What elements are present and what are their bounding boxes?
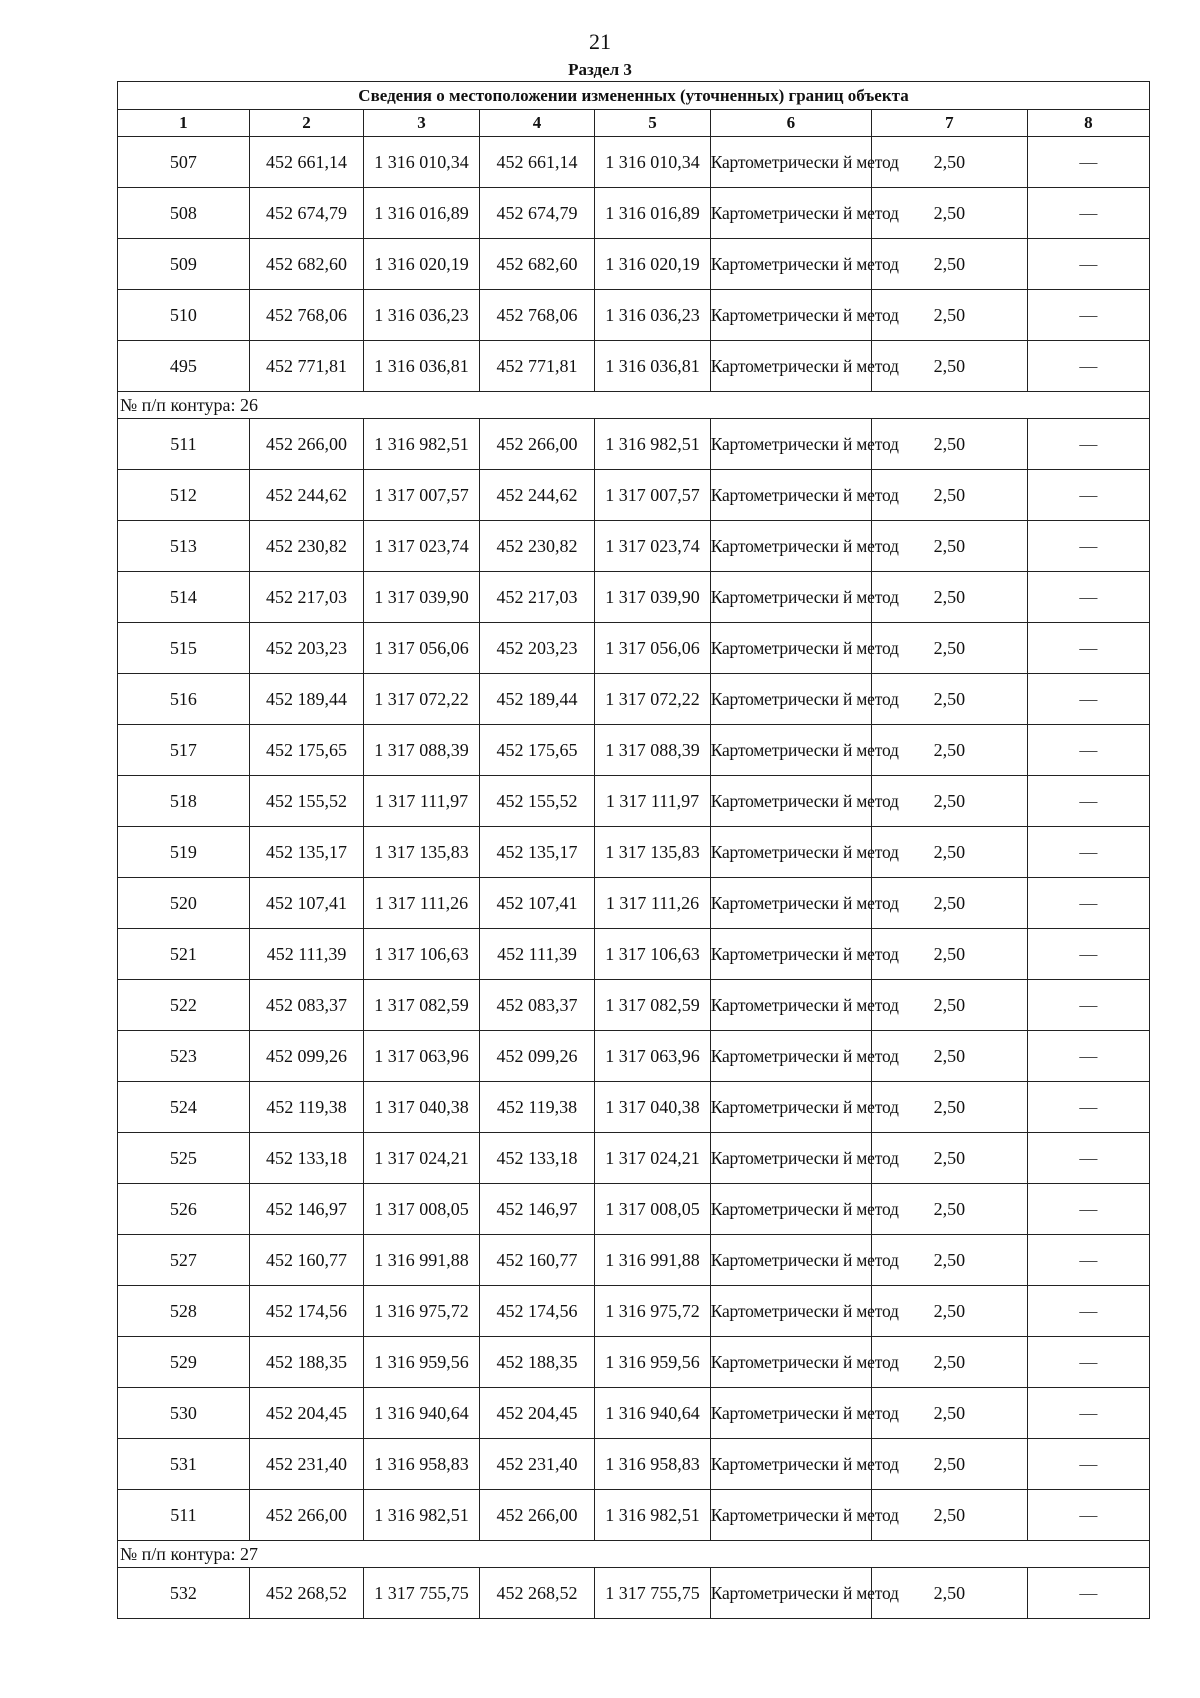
y-refined-cell: 1 317 023,74 xyxy=(595,521,711,572)
precision-cell: 2,50 xyxy=(872,1388,1028,1439)
y-refined-cell: 1 317 008,05 xyxy=(595,1184,711,1235)
precision-cell: 2,50 xyxy=(872,521,1028,572)
table-row xyxy=(118,470,1150,521)
precision-cell: 2,50 xyxy=(872,1184,1028,1235)
description-cell: — xyxy=(1027,776,1149,827)
y-refined-cell: 1 316 020,19 xyxy=(595,239,711,290)
column-number-4: 4 xyxy=(479,110,595,137)
table-header xyxy=(118,82,1150,137)
table-row xyxy=(118,290,1150,341)
y-refined-cell: 1 317 039,90 xyxy=(595,572,711,623)
y-existing-cell: 1 316 036,81 xyxy=(364,341,480,392)
method-cell: Картометрически й метод xyxy=(710,827,871,878)
method-cell: Картометрически й метод xyxy=(710,1133,871,1184)
method-cell: Картометрически й метод xyxy=(710,725,871,776)
y-refined-cell: 1 316 982,51 xyxy=(595,1490,711,1541)
method-cell: Картометрически й метод xyxy=(710,1184,871,1235)
x-refined-cell: 452 155,52 xyxy=(479,776,595,827)
point-number-cell: 511 xyxy=(118,419,250,470)
precision-cell: 2,50 xyxy=(872,1337,1028,1388)
x-existing-cell: 452 146,97 xyxy=(249,1184,363,1235)
y-existing-cell: 1 316 991,88 xyxy=(364,1235,480,1286)
method-cell: Картометрически й метод xyxy=(710,623,871,674)
y-refined-cell: 1 316 940,64 xyxy=(595,1388,711,1439)
point-number-cell: 531 xyxy=(118,1439,250,1490)
x-refined-cell: 452 768,06 xyxy=(479,290,595,341)
description-cell: — xyxy=(1027,623,1149,674)
method-cell: Картометрически й метод xyxy=(710,137,871,188)
y-refined-cell: 1 317 072,22 xyxy=(595,674,711,725)
precision-cell: 2,50 xyxy=(872,1568,1028,1619)
y-existing-cell: 1 316 959,56 xyxy=(364,1337,480,1388)
precision-cell: 2,50 xyxy=(872,1439,1028,1490)
point-number-cell: 528 xyxy=(118,1286,250,1337)
precision-cell: 2,50 xyxy=(872,776,1028,827)
precision-cell: 2,50 xyxy=(872,623,1028,674)
description-cell: — xyxy=(1027,521,1149,572)
precision-cell: 2,50 xyxy=(872,674,1028,725)
x-refined-cell: 452 204,45 xyxy=(479,1388,595,1439)
x-refined-cell: 452 266,00 xyxy=(479,1490,595,1541)
method-cell: Картометрически й метод xyxy=(710,878,871,929)
table-row xyxy=(118,137,1150,188)
x-existing-cell: 452 204,45 xyxy=(249,1388,363,1439)
table-row xyxy=(118,776,1150,827)
y-existing-cell: 1 317 056,06 xyxy=(364,623,480,674)
point-number-cell: 509 xyxy=(118,239,250,290)
x-refined-cell: 452 189,44 xyxy=(479,674,595,725)
contour-row xyxy=(118,392,1150,419)
x-existing-cell: 452 230,82 xyxy=(249,521,363,572)
table-row xyxy=(118,1286,1150,1337)
y-existing-cell: 1 316 020,19 xyxy=(364,239,480,290)
point-number-cell: 495 xyxy=(118,341,250,392)
x-refined-cell: 452 099,26 xyxy=(479,1031,595,1082)
y-refined-cell: 1 317 056,06 xyxy=(595,623,711,674)
page-number: 21 xyxy=(589,29,611,54)
table-row xyxy=(118,827,1150,878)
description-cell: — xyxy=(1027,290,1149,341)
precision-cell: 2,50 xyxy=(872,419,1028,470)
description-cell: — xyxy=(1027,674,1149,725)
x-refined-cell: 452 175,65 xyxy=(479,725,595,776)
point-number-cell: 523 xyxy=(118,1031,250,1082)
y-existing-cell: 1 317 111,26 xyxy=(364,878,480,929)
y-existing-cell: 1 316 958,83 xyxy=(364,1439,480,1490)
description-cell: — xyxy=(1027,827,1149,878)
precision-cell: 2,50 xyxy=(872,980,1028,1031)
description-cell: — xyxy=(1027,341,1149,392)
column-number-row xyxy=(118,110,1150,137)
x-existing-cell: 452 203,23 xyxy=(249,623,363,674)
x-refined-cell: 452 771,81 xyxy=(479,341,595,392)
section-title: Раздел 3 xyxy=(568,60,632,79)
table-row xyxy=(118,188,1150,239)
contour-label-prefix: № п/п контура: xyxy=(120,1543,236,1564)
x-existing-cell: 452 155,52 xyxy=(249,776,363,827)
precision-cell: 2,50 xyxy=(872,725,1028,776)
description-cell: — xyxy=(1027,1337,1149,1388)
description-cell: — xyxy=(1027,1133,1149,1184)
description-cell: — xyxy=(1027,1490,1149,1541)
table-row xyxy=(118,1133,1150,1184)
x-existing-cell: 452 266,00 xyxy=(249,1490,363,1541)
table-row xyxy=(118,1568,1150,1619)
y-refined-cell: 1 316 975,72 xyxy=(595,1286,711,1337)
contour-label xyxy=(118,392,1150,419)
description-cell: — xyxy=(1027,470,1149,521)
point-number-cell: 525 xyxy=(118,1133,250,1184)
x-refined-cell: 452 268,52 xyxy=(479,1568,595,1619)
point-number-cell: 513 xyxy=(118,521,250,572)
x-refined-cell: 452 133,18 xyxy=(479,1133,595,1184)
column-number-2: 2 xyxy=(249,110,363,137)
y-existing-cell: 1 317 111,97 xyxy=(364,776,480,827)
table-row xyxy=(118,1031,1150,1082)
contour-label-prefix: № п/п контура: xyxy=(120,394,236,415)
x-existing-cell: 452 119,38 xyxy=(249,1082,363,1133)
y-refined-cell: 1 316 016,89 xyxy=(595,188,711,239)
x-existing-cell: 452 111,39 xyxy=(249,929,363,980)
y-existing-cell: 1 316 982,51 xyxy=(364,419,480,470)
x-existing-cell: 452 231,40 xyxy=(249,1439,363,1490)
method-cell: Картометрически й метод xyxy=(710,1568,871,1619)
y-refined-cell: 1 316 991,88 xyxy=(595,1235,711,1286)
precision-cell: 2,50 xyxy=(872,1286,1028,1337)
description-cell: — xyxy=(1027,1388,1149,1439)
precision-cell: 2,50 xyxy=(872,929,1028,980)
y-refined-cell: 1 317 135,83 xyxy=(595,827,711,878)
table-row xyxy=(118,878,1150,929)
description-cell: — xyxy=(1027,1031,1149,1082)
method-cell: Картометрически й метод xyxy=(710,1286,871,1337)
y-existing-cell: 1 316 982,51 xyxy=(364,1490,480,1541)
x-refined-cell: 452 119,38 xyxy=(479,1082,595,1133)
point-number-cell: 532 xyxy=(118,1568,250,1619)
x-existing-cell: 452 674,79 xyxy=(249,188,363,239)
y-refined-cell: 1 317 063,96 xyxy=(595,1031,711,1082)
method-cell: Картометрически й метод xyxy=(710,1337,871,1388)
x-refined-cell: 452 661,14 xyxy=(479,137,595,188)
description-cell: — xyxy=(1027,1439,1149,1490)
x-existing-cell: 452 135,17 xyxy=(249,827,363,878)
method-cell: Картометрически й метод xyxy=(710,980,871,1031)
point-number-cell: 526 xyxy=(118,1184,250,1235)
precision-cell: 2,50 xyxy=(872,470,1028,521)
method-cell: Картометрически й метод xyxy=(710,1490,871,1541)
method-cell: Картометрически й метод xyxy=(710,929,871,980)
y-refined-cell: 1 316 958,83 xyxy=(595,1439,711,1490)
precision-cell: 2,50 xyxy=(872,341,1028,392)
y-refined-cell: 1 316 982,51 xyxy=(595,419,711,470)
x-refined-cell: 452 107,41 xyxy=(479,878,595,929)
y-refined-cell: 1 316 959,56 xyxy=(595,1337,711,1388)
y-refined-cell: 1 317 755,75 xyxy=(595,1568,711,1619)
point-number-cell: 510 xyxy=(118,290,250,341)
method-cell: Картометрически й метод xyxy=(710,521,871,572)
description-cell: — xyxy=(1027,137,1149,188)
contour-row xyxy=(118,1541,1150,1568)
contour-label xyxy=(118,1541,1150,1568)
x-refined-cell: 452 244,62 xyxy=(479,470,595,521)
x-existing-cell: 452 188,35 xyxy=(249,1337,363,1388)
point-number-cell: 511 xyxy=(118,1490,250,1541)
table-row xyxy=(118,1235,1150,1286)
y-refined-cell: 1 316 010,34 xyxy=(595,137,711,188)
x-existing-cell: 452 174,56 xyxy=(249,1286,363,1337)
x-existing-cell: 452 244,62 xyxy=(249,470,363,521)
table-body xyxy=(118,137,1150,1619)
precision-cell: 2,50 xyxy=(872,188,1028,239)
y-refined-cell: 1 317 040,38 xyxy=(595,1082,711,1133)
point-number-cell: 515 xyxy=(118,623,250,674)
y-existing-cell: 1 317 755,75 xyxy=(364,1568,480,1619)
precision-cell: 2,50 xyxy=(872,878,1028,929)
method-cell: Картометрически й метод xyxy=(710,341,871,392)
y-existing-cell: 1 317 023,74 xyxy=(364,521,480,572)
precision-cell: 2,50 xyxy=(872,1082,1028,1133)
table-row xyxy=(118,623,1150,674)
y-refined-cell: 1 317 007,57 xyxy=(595,470,711,521)
column-number-6: 6 xyxy=(710,110,871,137)
x-existing-cell: 452 768,06 xyxy=(249,290,363,341)
description-cell: — xyxy=(1027,1235,1149,1286)
y-refined-cell: 1 316 036,81 xyxy=(595,341,711,392)
method-cell: Картометрически й метод xyxy=(710,290,871,341)
table-row xyxy=(118,341,1150,392)
column-number-5: 5 xyxy=(595,110,711,137)
precision-cell: 2,50 xyxy=(872,137,1028,188)
description-cell: — xyxy=(1027,1286,1149,1337)
point-number-cell: 508 xyxy=(118,188,250,239)
y-refined-cell: 1 317 082,59 xyxy=(595,980,711,1031)
method-cell: Картометрически й метод xyxy=(710,1235,871,1286)
y-existing-cell: 1 317 072,22 xyxy=(364,674,480,725)
x-existing-cell: 452 133,18 xyxy=(249,1133,363,1184)
precision-cell: 2,50 xyxy=(872,1490,1028,1541)
x-existing-cell: 452 771,81 xyxy=(249,341,363,392)
x-refined-cell: 452 217,03 xyxy=(479,572,595,623)
table-row xyxy=(118,929,1150,980)
y-refined-cell: 1 316 036,23 xyxy=(595,290,711,341)
column-number-3: 3 xyxy=(364,110,480,137)
y-existing-cell: 1 317 088,39 xyxy=(364,725,480,776)
description-cell: — xyxy=(1027,188,1149,239)
description-cell: — xyxy=(1027,1568,1149,1619)
x-existing-cell: 452 160,77 xyxy=(249,1235,363,1286)
y-existing-cell: 1 316 940,64 xyxy=(364,1388,480,1439)
precision-cell: 2,50 xyxy=(872,1235,1028,1286)
description-cell: — xyxy=(1027,929,1149,980)
description-cell: — xyxy=(1027,1082,1149,1133)
point-number-cell: 519 xyxy=(118,827,250,878)
x-refined-cell: 452 266,00 xyxy=(479,419,595,470)
y-refined-cell: 1 317 111,26 xyxy=(595,878,711,929)
description-cell: — xyxy=(1027,419,1149,470)
description-cell: — xyxy=(1027,878,1149,929)
y-refined-cell: 1 317 024,21 xyxy=(595,1133,711,1184)
x-refined-cell: 452 682,60 xyxy=(479,239,595,290)
x-refined-cell: 452 203,23 xyxy=(479,623,595,674)
column-number-8: 8 xyxy=(1027,110,1149,137)
table-row xyxy=(118,980,1150,1031)
method-cell: Картометрически й метод xyxy=(710,188,871,239)
table-row xyxy=(118,1388,1150,1439)
y-refined-cell: 1 317 111,97 xyxy=(595,776,711,827)
method-cell: Картометрически й метод xyxy=(710,419,871,470)
point-number-cell: 530 xyxy=(118,1388,250,1439)
contour-number: 27 xyxy=(240,1543,259,1564)
method-cell: Картометрически й метод xyxy=(710,1439,871,1490)
precision-cell: 2,50 xyxy=(872,1133,1028,1184)
y-existing-cell: 1 317 008,05 xyxy=(364,1184,480,1235)
x-refined-cell: 452 230,82 xyxy=(479,521,595,572)
precision-cell: 2,50 xyxy=(872,827,1028,878)
point-number-cell: 520 xyxy=(118,878,250,929)
y-existing-cell: 1 317 135,83 xyxy=(364,827,480,878)
point-number-cell: 517 xyxy=(118,725,250,776)
point-number-cell: 529 xyxy=(118,1337,250,1388)
table-row xyxy=(118,1337,1150,1388)
description-cell: — xyxy=(1027,980,1149,1031)
description-cell: — xyxy=(1027,725,1149,776)
y-existing-cell: 1 317 082,59 xyxy=(364,980,480,1031)
table-row xyxy=(118,1184,1150,1235)
y-existing-cell: 1 316 010,34 xyxy=(364,137,480,188)
x-refined-cell: 452 174,56 xyxy=(479,1286,595,1337)
method-cell: Картометрически й метод xyxy=(710,1082,871,1133)
y-existing-cell: 1 316 016,89 xyxy=(364,188,480,239)
y-existing-cell: 1 317 040,38 xyxy=(364,1082,480,1133)
x-existing-cell: 452 217,03 xyxy=(249,572,363,623)
point-number-cell: 521 xyxy=(118,929,250,980)
method-cell: Картометрически й метод xyxy=(710,239,871,290)
point-number-cell: 512 xyxy=(118,470,250,521)
y-existing-cell: 1 316 036,23 xyxy=(364,290,480,341)
table-caption: Сведения о местоположении измененных (уточненных) границ объекта xyxy=(118,82,1150,110)
method-cell: Картометрически й метод xyxy=(710,470,871,521)
y-refined-cell: 1 317 106,63 xyxy=(595,929,711,980)
y-existing-cell: 1 317 007,57 xyxy=(364,470,480,521)
x-refined-cell: 452 111,39 xyxy=(479,929,595,980)
y-existing-cell: 1 317 024,21 xyxy=(364,1133,480,1184)
x-refined-cell: 452 135,17 xyxy=(479,827,595,878)
x-refined-cell: 452 160,77 xyxy=(479,1235,595,1286)
method-cell: Картометрически й метод xyxy=(710,1388,871,1439)
column-number-7: 7 xyxy=(872,110,1028,137)
table-row xyxy=(118,725,1150,776)
coordinates-table xyxy=(117,81,1150,1619)
x-existing-cell: 452 189,44 xyxy=(249,674,363,725)
description-cell: — xyxy=(1027,572,1149,623)
x-refined-cell: 452 188,35 xyxy=(479,1337,595,1388)
table-row xyxy=(118,1490,1150,1541)
table-row xyxy=(118,1082,1150,1133)
x-refined-cell: 452 083,37 xyxy=(479,980,595,1031)
point-number-cell: 524 xyxy=(118,1082,250,1133)
contour-number: 26 xyxy=(240,394,259,415)
x-refined-cell: 452 674,79 xyxy=(479,188,595,239)
y-existing-cell: 1 317 106,63 xyxy=(364,929,480,980)
method-cell: Картометрически й метод xyxy=(710,674,871,725)
point-number-cell: 522 xyxy=(118,980,250,1031)
column-number-1: 1 xyxy=(118,110,250,137)
method-cell: Картометрически й метод xyxy=(710,776,871,827)
point-number-cell: 514 xyxy=(118,572,250,623)
x-existing-cell: 452 268,52 xyxy=(249,1568,363,1619)
x-existing-cell: 452 099,26 xyxy=(249,1031,363,1082)
x-existing-cell: 452 266,00 xyxy=(249,419,363,470)
precision-cell: 2,50 xyxy=(872,1031,1028,1082)
precision-cell: 2,50 xyxy=(872,572,1028,623)
table-row xyxy=(118,521,1150,572)
point-number-cell: 516 xyxy=(118,674,250,725)
x-existing-cell: 452 083,37 xyxy=(249,980,363,1031)
table-row xyxy=(118,674,1150,725)
precision-cell: 2,50 xyxy=(872,239,1028,290)
method-cell: Картометрически й метод xyxy=(710,1031,871,1082)
method-cell: Картометрически й метод xyxy=(710,572,871,623)
table-row xyxy=(118,239,1150,290)
point-number-cell: 507 xyxy=(118,137,250,188)
y-refined-cell: 1 317 088,39 xyxy=(595,725,711,776)
y-existing-cell: 1 317 039,90 xyxy=(364,572,480,623)
y-existing-cell: 1 317 063,96 xyxy=(364,1031,480,1082)
table-row xyxy=(118,419,1150,470)
precision-cell: 2,50 xyxy=(872,290,1028,341)
x-refined-cell: 452 146,97 xyxy=(479,1184,595,1235)
x-existing-cell: 452 175,65 xyxy=(249,725,363,776)
description-cell: — xyxy=(1027,239,1149,290)
table-row xyxy=(118,572,1150,623)
point-number-cell: 518 xyxy=(118,776,250,827)
table-row xyxy=(118,1439,1150,1490)
point-number-cell: 527 xyxy=(118,1235,250,1286)
description-cell: — xyxy=(1027,1184,1149,1235)
x-existing-cell: 452 661,14 xyxy=(249,137,363,188)
y-existing-cell: 1 316 975,72 xyxy=(364,1286,480,1337)
x-existing-cell: 452 682,60 xyxy=(249,239,363,290)
x-existing-cell: 452 107,41 xyxy=(249,878,363,929)
x-refined-cell: 452 231,40 xyxy=(479,1439,595,1490)
